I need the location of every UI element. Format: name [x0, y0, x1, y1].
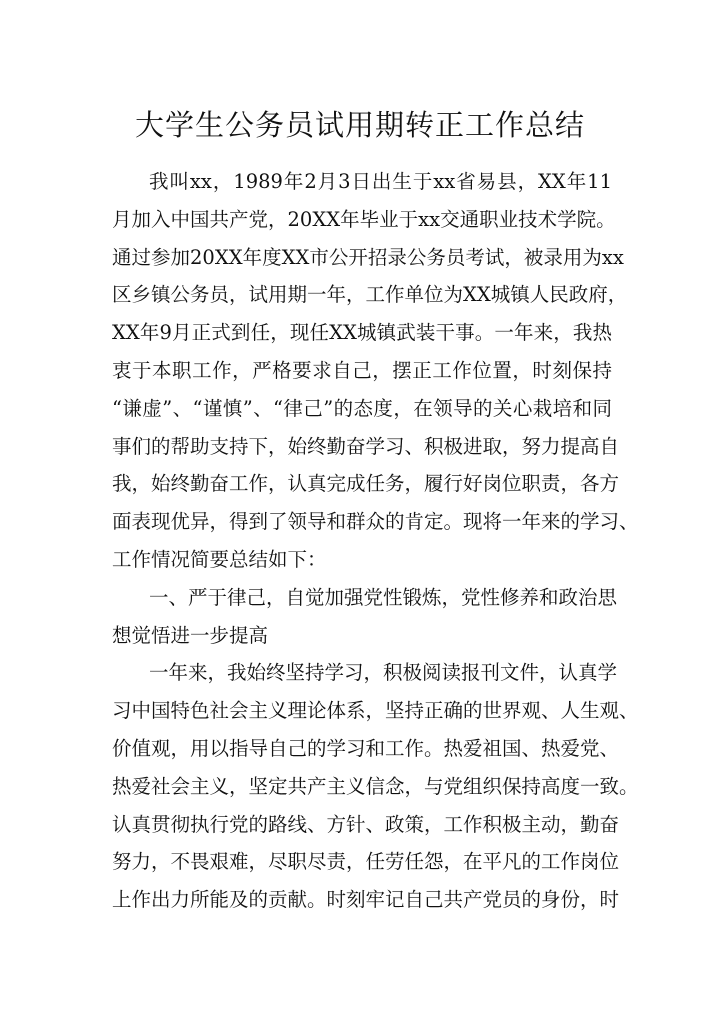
text-line: 习中国特色社会主义理论体系，坚持正确的世界观、人生观、 [112, 699, 639, 723]
text-line: 认真贯彻执行党的路线、方针、政策，工作积极主动，勤奋 [112, 812, 620, 836]
text-line: 上作出力所能及的贡献。时刻牢记自己共产党员的身份，时 [112, 888, 620, 912]
text-line: 区乡镇公务员，试用期一年，工作单位为XX城镇人民政府， [112, 283, 628, 307]
text-line: 努力，不畏艰难，尽职尽责，任劳任怨，在平凡的工作岗位 [112, 850, 620, 874]
text-line: “谦虚”、“谨慎”、“律己”的态度，在领导的关心栽培和同 [112, 396, 612, 420]
text-line: 通过参加20XX年度XX市公开招录公务员考试，被录用为xx [112, 245, 624, 269]
text-line: 事们的帮助支持下，始终勤奋学习、积极进取，努力提高自 [112, 434, 620, 458]
document-title: 大学生公务员试用期转正工作总结 [134, 108, 585, 142]
text-line: 衷于本职工作，严格要求自己，摆正工作位置，时刻保持 [112, 358, 612, 382]
document-body [112, 163, 639, 919]
text-line: 我叫xx，1989年2月3日出生于xx省易县，XX年11 [149, 170, 612, 193]
text-line: 价值观，用以指导自己的学习和工作。热爱祖国、热爱党、 [112, 736, 620, 760]
text-line: 一年来，我始终坚持学习，积极阅读报刊文件，认真学 [149, 661, 618, 685]
text-line: 工作情况简要总结如下： [112, 547, 327, 571]
text-line: 面表现优异，得到了领导和群众的肯定。现将一年来的学习、 [112, 510, 639, 534]
text-line: 我，始终勤奋工作，认真完成任务，履行好岗位职责，各方 [112, 472, 620, 496]
text-line: XX年9月正式到任，现任XX城镇武装干事。一年来，我热 [112, 321, 612, 345]
text-line: 一、严于律己，自觉加强党性锻炼，党性修养和政治思 [149, 585, 618, 609]
text-line: 热爱社会主义，坚定共产主义信念，与党组织保持高度一致。 [112, 774, 639, 798]
text-line: 想觉悟进一步提高 [112, 623, 269, 647]
text-line: 月加入中国共产党，20XX年毕业于xx交通职业技术学院。 [112, 207, 616, 231]
